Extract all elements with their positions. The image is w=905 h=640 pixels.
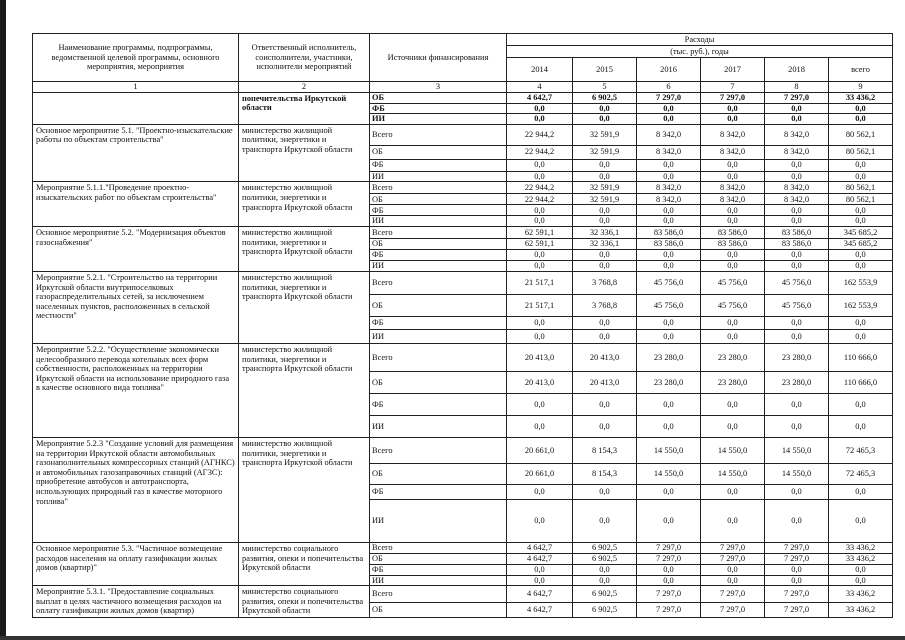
year-value-cell: 45 756,0 (765, 271, 829, 294)
year-value-cell: 0,0 (573, 103, 637, 114)
funding-source-cell: Всего (370, 182, 507, 194)
year-value-cell: 23 280,0 (637, 343, 701, 371)
funding-source-cell: ОБ (370, 294, 507, 316)
header-responsible: Ответственный исполнитель, соисполнители, участники, исполнители мероприятий (239, 34, 370, 82)
year-value-cell: 21 517,1 (507, 271, 573, 294)
year-value-cell: 0,0 (573, 329, 637, 343)
year-value-cell: 8 342,0 (701, 182, 765, 194)
year-value-cell: 0,0 (637, 114, 701, 125)
responsible-cell: попечительства Иркутской области (239, 92, 370, 124)
year-value-cell: 0,0 (765, 415, 829, 437)
year-value-cell: 7 297,0 (765, 542, 829, 553)
year-value-cell: 0,0 (701, 329, 765, 343)
activity-name-cell: Мероприятие 5.2.2. "Осуществление экономически целесообразного перевода котельных всех форм собственности, расположенных на территории Иркутской области на использование природного газа в качестве основного вида топлива" (33, 343, 239, 437)
activity-name-cell: Основное мероприятие 5.3. "Частичное возмещение расходов населения на оплату газификации жилых домов (квартир)" (33, 542, 239, 585)
funding-source-cell: Всего (370, 542, 507, 553)
responsible-cell: министерство жилищной политики, энергетики и транспорта Иркутской области (239, 124, 370, 182)
year-value-cell: 4 642,7 (507, 602, 573, 617)
year-value-cell: 4 642,7 (507, 553, 573, 564)
year-value-cell: 0,0 (507, 316, 573, 329)
total-value-cell: 345 685,2 (829, 226, 893, 238)
funding-source-cell: Всего (370, 124, 507, 145)
year-value-cell: 0,0 (637, 564, 701, 575)
year-value-cell: 0,0 (701, 216, 765, 227)
header-source: Источники финансирования (370, 34, 507, 82)
total-value-cell: 33 436,2 (829, 553, 893, 564)
year-value-cell: 0,0 (507, 103, 573, 114)
year-value-cell: 32 591,9 (573, 124, 637, 145)
year-value-cell: 32 591,9 (573, 145, 637, 159)
table-row (33, 437, 893, 463)
year-value-cell: 0,0 (765, 575, 829, 586)
column-number: 2 (239, 82, 370, 93)
year-value-cell: 0,0 (573, 114, 637, 125)
total-value-cell: 0,0 (829, 484, 893, 499)
year-value-cell: 0,0 (765, 171, 829, 182)
total-value-cell: 0,0 (829, 575, 893, 586)
year-value-cell: 45 756,0 (701, 271, 765, 294)
total-value-cell: 0,0 (829, 249, 893, 260)
funding-source-cell: ОБ (370, 238, 507, 249)
total-value-cell: 80 562,1 (829, 182, 893, 194)
total-value-cell: 162 553,9 (829, 271, 893, 294)
funding-source-cell: ФБ (370, 205, 507, 216)
year-value-cell: 7 297,0 (701, 602, 765, 617)
year-value-cell: 6 902,5 (573, 542, 637, 553)
year-value-cell: 14 550,0 (701, 463, 765, 484)
funding-source-cell: ФБ (370, 484, 507, 499)
total-value-cell: 0,0 (829, 159, 893, 171)
year-value-cell: 0,0 (507, 171, 573, 182)
year-value-cell: 0,0 (701, 393, 765, 415)
total-value-cell: 80 562,1 (829, 124, 893, 145)
year-value-cell: 23 280,0 (765, 371, 829, 393)
year-value-cell: 0,0 (701, 499, 765, 542)
total-value-cell: 0,0 (829, 103, 893, 114)
funding-source-cell: ИИ (370, 575, 507, 586)
year-value-cell: 45 756,0 (701, 294, 765, 316)
year-value-cell: 3 768,8 (573, 271, 637, 294)
year-value-cell: 0,0 (507, 393, 573, 415)
funding-source-cell: ИИ (370, 329, 507, 343)
funding-source-cell: ФБ (370, 316, 507, 329)
year-value-cell: 4 642,7 (507, 586, 573, 602)
year-value-cell: 0,0 (701, 103, 765, 114)
table-row (33, 542, 893, 553)
year-value-cell: 0,0 (507, 575, 573, 586)
year-value-cell: 62 591,1 (507, 238, 573, 249)
year-value-cell: 0,0 (573, 575, 637, 586)
funding-source-cell: ОБ (370, 194, 507, 205)
year-value-cell: 0,0 (701, 575, 765, 586)
responsible-cell: министерство жилищной политики, энергетики и транспорта Иркутской области (239, 343, 370, 437)
year-value-cell: 14 550,0 (701, 437, 765, 463)
column-number: 8 (765, 82, 829, 93)
year-value-cell: 83 586,0 (765, 226, 829, 238)
activity-name-cell: Мероприятие 5.1.1."Проведение проектно-изыскательских работ по объектам строительства" (33, 182, 239, 227)
funding-source-cell: ФБ (370, 103, 507, 114)
total-value-cell: 345 685,2 (829, 238, 893, 249)
year-value-cell: 0,0 (637, 575, 701, 586)
year-value-cell: 8 342,0 (637, 182, 701, 194)
year-value-cell: 8 342,0 (637, 194, 701, 205)
year-value-cell: 0,0 (765, 329, 829, 343)
year-value-cell: 0,0 (637, 415, 701, 437)
funding-source-cell: Всего (370, 226, 507, 238)
header-name: Наименование программы, подпрограммы, ведомственной целевой программы, основного мероприятия, мероприятия (33, 34, 239, 82)
activity-name-cell: Мероприятие 5.3.1. "Предоставление социальных выплат в целях частичного возмещения расходов на оплату газификации жилых домов (квартир) (33, 586, 239, 618)
year-value-cell: 0,0 (701, 249, 765, 260)
table-row (33, 92, 893, 103)
table-row (33, 343, 893, 371)
year-value-cell: 6 902,5 (573, 92, 637, 103)
year-value-cell: 0,0 (507, 159, 573, 171)
year-value-cell: 0,0 (701, 484, 765, 499)
table-row (33, 226, 893, 238)
year-value-cell: 45 756,0 (637, 271, 701, 294)
budget-table-body (33, 92, 893, 617)
year-value-cell: 0,0 (573, 171, 637, 182)
year-value-cell: 23 280,0 (765, 343, 829, 371)
year-value-cell: 0,0 (765, 205, 829, 216)
column-number: 6 (637, 82, 701, 93)
year-value-cell: 23 280,0 (637, 371, 701, 393)
header-year: 2015 (573, 58, 637, 82)
year-value-cell: 0,0 (701, 171, 765, 182)
header-year-total: всего (829, 58, 893, 82)
responsible-cell: министерство жилищной политики, энергетики и транспорта Иркутской области (239, 226, 370, 271)
header-year: 2016 (637, 58, 701, 82)
funding-source-cell: ОБ (370, 145, 507, 159)
year-value-cell: 0,0 (765, 103, 829, 114)
funding-source-cell: ФБ (370, 159, 507, 171)
year-value-cell: 20 413,0 (573, 343, 637, 371)
funding-source-cell: ИИ (370, 216, 507, 227)
total-value-cell: 0,0 (829, 564, 893, 575)
year-value-cell: 0,0 (507, 216, 573, 227)
year-value-cell: 0,0 (637, 216, 701, 227)
year-value-cell: 0,0 (637, 484, 701, 499)
year-value-cell: 8 342,0 (637, 124, 701, 145)
year-value-cell: 32 336,1 (573, 238, 637, 249)
funding-source-cell: ИИ (370, 114, 507, 125)
responsible-cell: министерство социального развития, опеки и попечительства Иркутской области (239, 586, 370, 618)
funding-source-cell: ОБ (370, 371, 507, 393)
year-value-cell: 7 297,0 (701, 92, 765, 103)
year-value-cell: 83 586,0 (637, 226, 701, 238)
total-value-cell: 80 562,1 (829, 145, 893, 159)
total-value-cell: 33 436,2 (829, 92, 893, 103)
year-value-cell: 0,0 (507, 260, 573, 271)
year-value-cell: 0,0 (765, 499, 829, 542)
year-value-cell: 0,0 (573, 415, 637, 437)
year-value-cell: 7 297,0 (765, 586, 829, 602)
year-value-cell: 7 297,0 (637, 602, 701, 617)
total-value-cell: 0,0 (829, 260, 893, 271)
year-value-cell: 0,0 (765, 316, 829, 329)
funding-source-cell: ОБ (370, 92, 507, 103)
column-number: 4 (507, 82, 573, 93)
year-value-cell: 7 297,0 (765, 553, 829, 564)
year-value-cell: 0,0 (507, 415, 573, 437)
scan-left-edge (0, 0, 6, 640)
activity-name-cell: Мероприятие 5.2.1. "Строительство на территории Иркутской области внутрипоселковых газораспределительных сетей, за исключением населенных пунктов, расположенных в сельской местности" (33, 271, 239, 343)
year-value-cell: 0,0 (573, 260, 637, 271)
year-value-cell: 0,0 (573, 249, 637, 260)
year-value-cell: 0,0 (765, 114, 829, 125)
year-value-cell: 8 342,0 (765, 124, 829, 145)
year-value-cell: 7 297,0 (637, 542, 701, 553)
year-value-cell: 3 768,8 (573, 294, 637, 316)
year-value-cell: 0,0 (637, 329, 701, 343)
total-value-cell: 0,0 (829, 205, 893, 216)
year-value-cell: 20 661,0 (507, 437, 573, 463)
year-value-cell: 0,0 (765, 216, 829, 227)
funding-source-cell: ФБ (370, 564, 507, 575)
year-value-cell: 22 944,2 (507, 124, 573, 145)
budget-table (32, 33, 893, 618)
table-row (33, 182, 893, 194)
year-value-cell: 7 297,0 (701, 542, 765, 553)
activity-name-cell: Мероприятие 5.2.3 "Создание условий для размещения на территории Иркутской области автомобильных газонаполнительных компрессорных станций (АГНКС) и автомобильных газозаправочных станций (АГЗС): приобретение автобусов и автотранспорта, использующих природный газ в качестве моторного топлива" (33, 437, 239, 542)
year-value-cell: 0,0 (573, 393, 637, 415)
year-value-cell: 7 297,0 (701, 586, 765, 602)
year-value-cell: 14 550,0 (637, 437, 701, 463)
year-value-cell: 20 413,0 (573, 371, 637, 393)
year-value-cell: 0,0 (637, 499, 701, 542)
year-value-cell: 6 902,5 (573, 602, 637, 617)
total-value-cell: 162 553,9 (829, 294, 893, 316)
year-value-cell: 83 586,0 (637, 238, 701, 249)
column-number: 9 (829, 82, 893, 93)
year-value-cell: 45 756,0 (765, 294, 829, 316)
funding-source-cell: ОБ (370, 463, 507, 484)
year-value-cell: 8 154,3 (573, 463, 637, 484)
total-value-cell: 72 465,3 (829, 463, 893, 484)
year-value-cell: 0,0 (507, 249, 573, 260)
header-year: 2018 (765, 58, 829, 82)
year-value-cell: 0,0 (507, 329, 573, 343)
year-value-cell: 0,0 (701, 415, 765, 437)
year-value-cell: 83 586,0 (765, 238, 829, 249)
year-value-cell: 22 944,2 (507, 194, 573, 205)
column-number: 3 (370, 82, 507, 93)
responsible-cell: министерство жилищной политики, энергетики и транспорта Иркутской области (239, 182, 370, 227)
year-value-cell: 22 944,2 (507, 182, 573, 194)
funding-source-cell: ОБ (370, 602, 507, 617)
year-value-cell: 23 280,0 (701, 371, 765, 393)
total-value-cell: 33 436,2 (829, 602, 893, 617)
total-value-cell: 0,0 (829, 216, 893, 227)
year-value-cell: 8 342,0 (701, 194, 765, 205)
year-value-cell: 45 756,0 (637, 294, 701, 316)
total-value-cell: 0,0 (829, 316, 893, 329)
year-value-cell: 0,0 (507, 484, 573, 499)
year-value-cell: 0,0 (765, 393, 829, 415)
funding-source-cell: ФБ (370, 393, 507, 415)
year-value-cell: 0,0 (637, 393, 701, 415)
year-value-cell: 0,0 (765, 249, 829, 260)
year-value-cell: 0,0 (765, 159, 829, 171)
year-value-cell: 20 413,0 (507, 343, 573, 371)
total-value-cell: 110 666,0 (829, 371, 893, 393)
column-number: 7 (701, 82, 765, 93)
year-value-cell: 7 297,0 (637, 92, 701, 103)
year-value-cell: 0,0 (507, 499, 573, 542)
year-value-cell: 0,0 (573, 484, 637, 499)
year-value-cell: 0,0 (573, 564, 637, 575)
year-value-cell: 0,0 (637, 260, 701, 271)
total-value-cell: 0,0 (829, 329, 893, 343)
year-value-cell: 0,0 (701, 159, 765, 171)
year-value-cell: 14 550,0 (765, 437, 829, 463)
year-value-cell: 83 586,0 (701, 226, 765, 238)
funding-source-cell: ИИ (370, 260, 507, 271)
year-value-cell: 8 154,3 (573, 437, 637, 463)
year-value-cell: 8 342,0 (765, 194, 829, 205)
year-value-cell: 8 342,0 (765, 182, 829, 194)
year-value-cell: 0,0 (507, 564, 573, 575)
year-value-cell: 8 342,0 (701, 124, 765, 145)
year-value-cell: 0,0 (765, 564, 829, 575)
header-year: 2017 (701, 58, 765, 82)
year-value-cell: 6 902,5 (573, 586, 637, 602)
total-value-cell: 0,0 (829, 393, 893, 415)
total-value-cell: 0,0 (829, 499, 893, 542)
year-value-cell: 0,0 (507, 205, 573, 216)
column-number: 1 (33, 82, 239, 93)
year-value-cell: 0,0 (637, 159, 701, 171)
year-value-cell: 7 297,0 (701, 553, 765, 564)
year-value-cell: 62 591,1 (507, 226, 573, 238)
year-value-cell: 0,0 (637, 171, 701, 182)
year-value-cell: 0,0 (637, 205, 701, 216)
header-expenses: Расходы (507, 34, 893, 46)
year-value-cell: 7 297,0 (765, 602, 829, 617)
year-value-cell: 0,0 (637, 249, 701, 260)
year-value-cell: 14 550,0 (765, 463, 829, 484)
year-value-cell: 83 586,0 (701, 238, 765, 249)
responsible-cell: министерство жилищной политики, энергетики и транспорта Иркутской области (239, 271, 370, 343)
funding-source-cell: Всего (370, 343, 507, 371)
year-value-cell: 7 297,0 (637, 553, 701, 564)
year-value-cell: 0,0 (701, 564, 765, 575)
year-value-cell: 8 342,0 (637, 145, 701, 159)
total-value-cell: 110 666,0 (829, 343, 893, 371)
year-value-cell: 7 297,0 (637, 586, 701, 602)
table-row (33, 586, 893, 602)
table-row (33, 124, 893, 145)
funding-source-cell: ОБ (370, 553, 507, 564)
year-value-cell: 14 550,0 (637, 463, 701, 484)
year-value-cell: 0,0 (701, 114, 765, 125)
year-value-cell: 7 297,0 (765, 92, 829, 103)
responsible-cell: министерство жилищной политики, энергетики и транспорта Иркутской области (239, 437, 370, 542)
total-value-cell: 0,0 (829, 171, 893, 182)
year-value-cell: 32 591,9 (573, 194, 637, 205)
year-value-cell: 8 342,0 (701, 145, 765, 159)
scan-bottom-edge (0, 636, 905, 640)
year-value-cell: 23 280,0 (701, 343, 765, 371)
total-value-cell: 72 465,3 (829, 437, 893, 463)
year-value-cell: 21 517,1 (507, 294, 573, 316)
year-value-cell: 4 642,7 (507, 92, 573, 103)
funding-source-cell: Всего (370, 271, 507, 294)
header-units: (тыс. руб.), годы (507, 46, 893, 58)
year-value-cell: 20 661,0 (507, 463, 573, 484)
year-value-cell: 0,0 (701, 260, 765, 271)
year-value-cell: 0,0 (573, 216, 637, 227)
total-value-cell: 0,0 (829, 415, 893, 437)
table-row (33, 271, 893, 294)
year-value-cell: 32 336,1 (573, 226, 637, 238)
year-value-cell: 22 944,2 (507, 145, 573, 159)
year-value-cell: 0,0 (573, 316, 637, 329)
year-value-cell: 8 342,0 (765, 145, 829, 159)
year-value-cell: 32 591,9 (573, 182, 637, 194)
year-value-cell: 0,0 (507, 114, 573, 125)
year-value-cell: 0,0 (701, 205, 765, 216)
year-value-cell: 0,0 (573, 159, 637, 171)
funding-source-cell: ИИ (370, 415, 507, 437)
year-value-cell: 0,0 (765, 484, 829, 499)
year-value-cell: 0,0 (637, 103, 701, 114)
total-value-cell: 80 562,1 (829, 194, 893, 205)
year-value-cell: 20 413,0 (507, 371, 573, 393)
funding-source-cell: ИИ (370, 499, 507, 542)
year-value-cell: 0,0 (573, 499, 637, 542)
activity-name-cell: Основное мероприятие 5.2. "Модернизация объектов газоснабжения" (33, 226, 239, 271)
year-value-cell: 4 642,7 (507, 542, 573, 553)
column-number: 5 (573, 82, 637, 93)
total-value-cell: 0,0 (829, 114, 893, 125)
year-value-cell: 0,0 (765, 260, 829, 271)
total-value-cell: 33 436,2 (829, 586, 893, 602)
budget-table-sheet (32, 33, 892, 618)
activity-name-cell: Основное мероприятие 5.1. "Проектно-изыскательские работы по объектам строительства" (33, 124, 239, 182)
year-value-cell: 0,0 (701, 316, 765, 329)
activity-name-cell (33, 92, 239, 124)
responsible-cell: министерство социального развития, опеки и попечительства Иркутской области (239, 542, 370, 585)
header-year: 2014 (507, 58, 573, 82)
total-value-cell: 33 436,2 (829, 542, 893, 553)
funding-source-cell: ФБ (370, 249, 507, 260)
funding-source-cell: Всего (370, 437, 507, 463)
year-value-cell: 0,0 (573, 205, 637, 216)
funding-source-cell: Всего (370, 586, 507, 602)
funding-source-cell: ИИ (370, 171, 507, 182)
year-value-cell: 6 902,5 (573, 553, 637, 564)
year-value-cell: 0,0 (637, 316, 701, 329)
